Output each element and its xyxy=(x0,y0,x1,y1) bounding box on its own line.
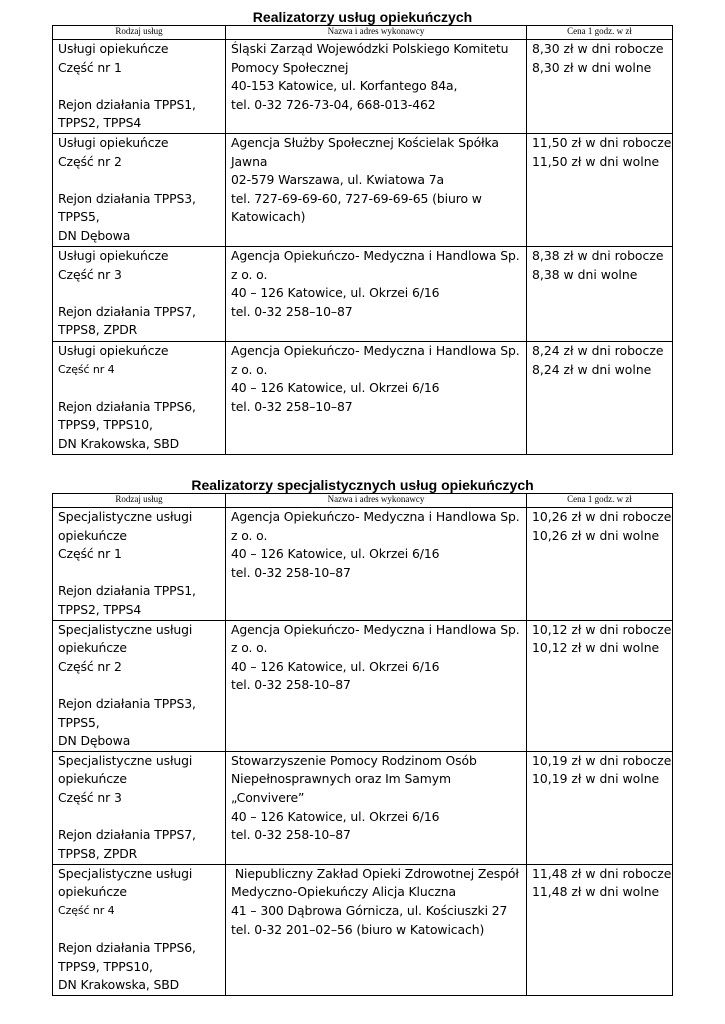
header-service-type: Rodzaj usług xyxy=(53,494,226,508)
region: Rejon działania TPPS3, xyxy=(58,695,196,711)
price-cell xyxy=(527,620,673,751)
provider-cell xyxy=(226,247,527,342)
service-type-cell xyxy=(53,620,226,751)
region: TPPS2, TPPS4 xyxy=(58,601,142,617)
service-type: Usługi opiekuńcze xyxy=(58,343,169,358)
provider-phone: tel. 0-32 258-10–87 xyxy=(231,564,351,580)
price-cell xyxy=(527,247,673,342)
provider-phone: tel. 0-32 258–10–87 xyxy=(231,398,353,414)
table-row xyxy=(53,247,673,342)
part-number: Część nr 3 xyxy=(58,789,122,805)
region: Rejon działania TPPS6, xyxy=(58,940,196,956)
service-type: opiekuńcze xyxy=(58,527,127,543)
provider-name: Niepubliczny Zakład Opieki Zdrowotnej Zespół Medyczno-Opiekuńczy Alicja Kluczna xyxy=(231,865,523,900)
table-header-row xyxy=(53,494,673,508)
header-price: Cena 1 godz. w zł xyxy=(527,494,673,508)
provider-phone: tel. 0-32 258-10–87 xyxy=(231,827,351,843)
header-service-type: Rodzaj usług xyxy=(53,26,226,40)
provider-name: Agencja Służby Społecznej Kościelak Spółka Jawna xyxy=(231,135,499,169)
service-type: Usługi opiekuńcze xyxy=(58,248,169,263)
part-number: Część nr 1 xyxy=(58,59,122,75)
provider-name: Agencja Opiekuńczo- Medyczna i Handlowa Sp. z o. o. xyxy=(231,248,520,282)
table-row xyxy=(53,620,673,751)
service-type: opiekuńcze xyxy=(58,640,127,656)
region: TPPS5, xyxy=(58,209,100,225)
price-weekday: 8,24 zł w dni robocze xyxy=(532,343,664,358)
header-provider: Nazwa i adres wykonawcy xyxy=(226,494,527,508)
provider-name: Agencja Opiekuńczo- Medyczna i Handlowa Sp. z o. o. xyxy=(231,343,520,377)
service-type-cell xyxy=(53,508,226,621)
service-type: Specjalistyczne usługi xyxy=(58,865,193,881)
price-cell xyxy=(527,342,673,455)
provider-cell xyxy=(226,134,527,247)
provider-address: 40 – 126 Katowice, ul. Okrzei 6/16 xyxy=(231,380,440,396)
region: Rejon działania TPPS6, xyxy=(58,398,196,414)
table-header-row xyxy=(53,26,673,40)
provider-address: 40 – 126 Katowice, ul. Okrzei 6/16 xyxy=(231,808,440,824)
table-row xyxy=(53,134,673,247)
price-weekday: 8,38 zł w dni robocze xyxy=(532,248,664,263)
table-row xyxy=(53,751,673,864)
provider-name: Agencja Opiekuńczo- Medyczna i Handlowa Sp. z o. o. xyxy=(231,621,520,656)
service-type: Usługi opiekuńcze xyxy=(58,135,169,150)
provider-address: 40 – 126 Katowice, ul. Okrzei 6/16 xyxy=(231,546,440,562)
provider-address: 41 – 300 Dąbrowa Górnicza, ul. Kościuszki 27 xyxy=(231,902,508,918)
provider-cell xyxy=(226,620,527,751)
region: TPPS9, TPPS10, xyxy=(58,417,153,433)
price-weekend: 10,19 zł w dni wolne xyxy=(532,771,660,787)
part-number: Część nr 4 xyxy=(58,362,115,376)
price-weekday: 10,19 zł w dni robocze xyxy=(532,752,672,768)
section-title: Realizatorzy usług opiekuńczych xyxy=(252,9,473,25)
service-type: opiekuńcze xyxy=(58,771,127,787)
price-cell xyxy=(527,134,673,247)
price-cell xyxy=(527,864,673,995)
region: DN Krakowska, SBD xyxy=(58,977,180,993)
region: TPPS8, ZPDR xyxy=(58,845,138,861)
table-row xyxy=(53,342,673,455)
part-number: Część nr 2 xyxy=(58,658,122,674)
part-number: Część nr 1 xyxy=(58,546,122,562)
region: Rejon działania TPPS7, xyxy=(58,827,196,843)
price-weekday: 8,30 zł w dni robocze xyxy=(532,41,664,56)
provider-phone: tel. 0-32 726-73-04, 668-013-462 xyxy=(231,96,436,112)
provider-cell xyxy=(226,864,527,995)
price-weekday: 10,12 zł w dni robocze xyxy=(532,621,672,637)
header-provider: Nazwa i adres wykonawcy xyxy=(226,26,527,40)
table-row xyxy=(53,508,673,621)
region: TPPS2, TPPS4 xyxy=(58,115,142,131)
service-type-cell xyxy=(53,751,226,864)
provider-address: 40-153 Katowice, ul. Korfantego 84a, xyxy=(231,78,458,94)
price-weekend: 10,26 zł w dni wolne xyxy=(532,527,660,543)
header-price: Cena 1 godz. w zł xyxy=(527,26,673,40)
region: Rejon działania TPPS1, xyxy=(58,583,196,599)
provider-name: Stowarzyszenie Pomocy Rodzinom Osób Niepełnosprawnych oraz Im Samym „Convivere” xyxy=(231,752,477,805)
provider-phone: tel. 0-32 258-10–87 xyxy=(231,677,351,693)
provider-address: 40 – 126 Katowice, ul. Okrzei 6/16 xyxy=(231,285,440,301)
service-type-cell xyxy=(53,342,226,455)
region: DN Dębowa xyxy=(58,733,131,749)
provider-cell xyxy=(226,40,527,134)
service-type-cell xyxy=(53,134,226,247)
price-weekend: 10,12 zł w dni wolne xyxy=(532,640,660,656)
provider-cell xyxy=(226,342,527,455)
service-type: Specjalistyczne usługi xyxy=(58,621,193,637)
service-type-cell xyxy=(53,864,226,995)
price-weekday: 11,48 zł w dni robocze xyxy=(532,865,672,881)
price-weekend: 11,50 zł w dni wolne xyxy=(532,153,660,169)
provider-cell xyxy=(226,508,527,621)
price-weekend: 11,48 zł w dni wolne xyxy=(532,884,660,900)
price-weekend: 8,30 zł w dni wolne xyxy=(532,59,652,75)
specialist-providers-table xyxy=(52,493,673,996)
provider-phone: tel. 0-32 258–10–87 xyxy=(231,303,353,319)
region: Rejon działania TPPS7, xyxy=(58,303,196,319)
service-type: Usługi opiekuńcze xyxy=(58,41,169,56)
providers-table xyxy=(52,25,673,455)
region: DN Krakowska, SBD xyxy=(58,435,180,451)
service-type: opiekuńcze xyxy=(58,884,127,900)
provider-cell xyxy=(226,751,527,864)
price-weekday: 11,50 zł w dni robocze xyxy=(532,135,672,150)
service-type-cell xyxy=(53,247,226,342)
table-row xyxy=(53,40,673,134)
provider-address: 40 – 126 Katowice, ul. Okrzei 6/16 xyxy=(231,658,440,674)
price-weekend: 8,24 zł w dni wolne xyxy=(532,361,652,377)
part-number: Część nr 3 xyxy=(58,266,122,282)
region: DN Dębowa xyxy=(58,227,131,243)
region: TPPS8, ZPDR xyxy=(58,322,138,338)
provider-address: 02-579 Warszawa, ul. Kwiatowa 7a xyxy=(231,172,444,188)
service-type: Specjalistyczne usługi xyxy=(58,509,193,524)
part-number: Część nr 2 xyxy=(58,153,122,169)
price-cell xyxy=(527,508,673,621)
price-weekend: 8,38 w dni wolne xyxy=(532,266,638,282)
section-title: Realizatorzy specjalistycznych usług opiekuńczych xyxy=(191,477,534,493)
price-cell xyxy=(527,40,673,134)
service-type-cell xyxy=(53,40,226,134)
region: TPPS5, xyxy=(58,714,100,730)
price-weekday: 10,26 zł w dni robocze xyxy=(532,509,672,524)
provider-name: Śląski Zarząd Wojewódzki Polskiego Komitetu Pomocy Społecznej xyxy=(231,41,509,75)
region: TPPS9, TPPS10, xyxy=(58,958,153,974)
service-type: Specjalistyczne usługi xyxy=(58,752,193,768)
provider-name: Agencja Opiekuńczo- Medyczna i Handlowa Sp. z o. o. xyxy=(231,509,520,543)
provider-phone: tel. 727-69-69-60, 727-69-69-65 (biuro w Katowicach) xyxy=(231,190,482,225)
table-row xyxy=(53,864,673,995)
provider-phone: tel. 0-32 201–02–56 (biuro w Katowicach) xyxy=(231,921,485,937)
region: Rejon działania TPPS3, xyxy=(58,190,196,206)
region: Rejon działania TPPS1, xyxy=(58,96,196,112)
part-number: Część nr 4 xyxy=(58,903,115,917)
price-cell xyxy=(527,751,673,864)
